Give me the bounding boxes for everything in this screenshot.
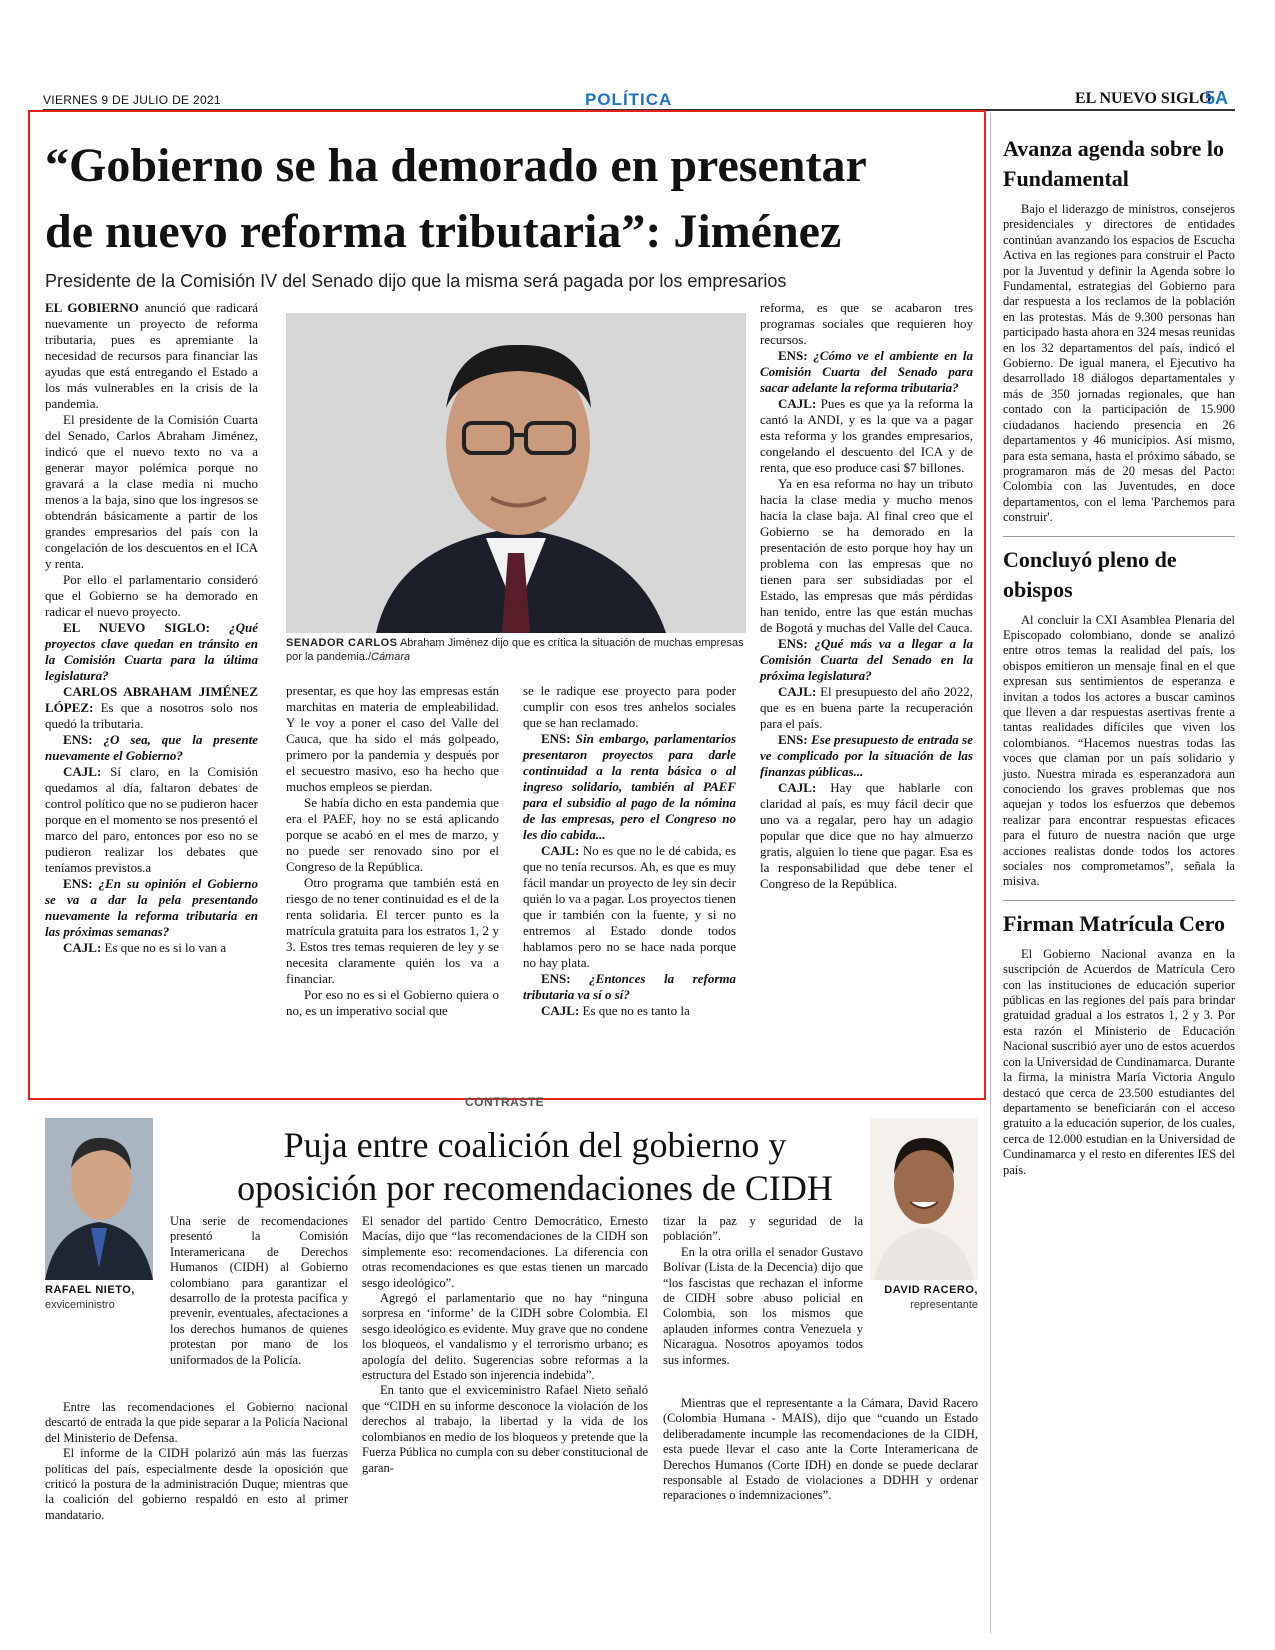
paragraph: El senador del partido Centro Democrático, Ernesto Macías, dijo que “las recomendaciones de la CIDH son simplemente eso: recomendaciones. La diferencia con otras recomendaciones es que estas tienen un marcado sesgo ideológico”. [362,1214,648,1290]
second-column-1b [45,1400,348,1523]
newspaper-name: EL NUEVO SIGLO [1075,90,1212,107]
speaker-label: CAJL: [63,940,102,955]
sidebar-brief-title: Concluyó pleno de obispos [1003,546,1177,602]
paragraph: se le radique ese proyecto para poder cumplir con esos tres anhelos sociales que se han reclamado. [523,683,736,730]
paragraph: Ya en esa reforma no hay un tributo hacia la clase media y mucho menos hacia la clase baja. Al final creo que el Gobierno se ha demorado en la presentación de esto porque hoy hay un problema con las empresas que no tienen para ser subsidiadas por el Estado, las empresas que más pérdidas han tenido, entre las que están muchas de Bogotá y muchas del Valle del Cauca. [760,476,973,635]
paragraph: Mientras que el representante a la Cámara, David Racero (Colombia Humana - MAIS), dijo que “cuando un Estado deliberadamente incumple las recomendaciones de la CIDH, esta puede llevar el caso ante la Corte Interamericana de Derechos Humanos (Corte IDH) en donde se puede declarar responsable al Estado de violaciones a DDHH y ordenar reparaciones o indemnizaciones”. [663,1396,978,1503]
sidebar-brief-text: Bajo el liderazgo de ministros, consejeros presidenciales y directores de entidades continúan avanzando los espacios de Escucha Activa en las regiones para construir el Pacto por la Juventud y definir la Agenda sobre lo Fundamental, estrategias del Gobierno para dar respuesta a los reclamos de la población en las protestas. Más de 9.300 personas han participado hasta ahora en 324 mesas reunidas en los 32 departamentos del país, indicó el Gobierno. De igual manera, el Ejecutivo ha desarrollado 18 diálogos departamentales y más de 350 jornadas regionales, que han contado con la participación de 15.900 ciudadanos haciendo presencia en 26 departamentos y 46 municipios. Así mismo, para esta semana, hasta el próximo sábado, se programaron más de 20 mesas del Pacto: Colombia con las Juventudes, en doce departamentos, con el lema 'Parchemos para construir'. [1003,202,1235,525]
brief-divider [1003,536,1235,537]
article-column-2 [286,683,499,1019]
speaker-label: ENS: [63,732,93,747]
senator-photo [286,313,746,633]
answer: Es que a nosotros solo nos quedó la tributaria. [45,700,258,731]
second-column-2 [362,1214,648,1476]
second-column-3b [663,1396,978,1504]
answer: Sí claro, en la Comisión quedamos al día, faltaron debates de control político que no se pudieron hacer porque en el momento se nos presentó el marco del paro, entonces por eso no se pudieron realizar los debates que teníamos previstos.a [45,764,258,875]
speaker-label: ENS: [778,732,808,747]
main-subhead: Presidente de la Comisión IV del Senado dijo que la misma será pagada por los empresarios [45,271,787,291]
sidebar [1003,134,1235,1178]
portrait-illustration [45,1118,153,1280]
answer: No es que no le dé cabida, es que no tenía recursos. Ah, es que es muy fácil mandar un proyecto de ley sin decir quién lo va a pagar. Los proyectos tienen que ir también con la fuente, y si no entremos al Estado donde todos hablamos pero no se hace nada porque no hay plata. [523,843,736,970]
left-person-name: RAFAEL NIETO, [45,1284,135,1296]
speaker-label: CAJL: [778,396,817,411]
speaker-label: CAJL: [541,1003,580,1018]
second-headline [170,1124,900,1210]
section-kicker: CONTRASTE [465,1095,545,1109]
rafael-nieto-photo [45,1118,153,1280]
paragraph: reforma, es que se acabaron tres programas sociales que requieren hoy recursos. [760,300,973,347]
second-column-3a [663,1214,863,1368]
main-headline-line-2: de nuevo reforma tributaria”: Jiménez [45,205,842,258]
photo-caption: SENADOR CARLOS Abraham Jiménez dijo que es crítica la situación de muchas empresas por la pandemia./Cámara [286,637,744,663]
brief-divider [1003,900,1235,901]
sidebar-brief-title: Avanza agenda sobre lo Fundamental [1003,136,1225,191]
paragraph: En tanto que el exviceministro Rafael Nieto señaló que “CIDH en su informe desconoce la violación de los derechos al trabajo, la libertad y la vida de los colombianos en medio de los bloqueos y pretende que la Fuerza Pública no cumpla con su deber constitucional de garan- [362,1383,648,1475]
sidebar-divider [990,113,991,1633]
question: ¿Cómo ve el ambiente en la Comisión Cuarta del Senado para sacar adelante la reforma tributaria? [760,348,973,395]
paragraph: Agregó el parlamentario que no hay “ninguna sorpresa en ‘informe’ de la CIDH sobre Colombia. El sesgo ideológico es evidente. Muy grave que no condene los bloqueos, el vandalismo y el terrorismo urbano; es apología del delito. Sugerencias sobre reformas a la estructura del Estado son injerencia indebida”. [362,1291,648,1383]
speaker-label: CAJL: [778,684,817,699]
paragraph: El presidente de la Comisión Cuarta del Senado, Carlos Abraham Jiménez, indicó que el nuevo texto no va a generar mayor polémica porque no gravará a la clase media ni mucho menos a la baja, sino que los ingresos se obtendrán básicamente a partir de los grandes empresarios del país con la congelación de los descuentos en el ICA y renta. [45,412,258,571]
right-person-role: representante [910,1299,978,1311]
paragraph: tizar la paz y seguridad de la población”. [663,1214,863,1244]
speaker-label: ENS: [541,731,571,746]
question: Sin embargo, parlamentarios presentaron proyectos para darle continuidad a la renta básica o al ingreso solidario, también al PAEF para el subsidio al pago de la nómina de las empresas, pero el Congreso no les dio cabida... [523,731,736,842]
right-person-name: DAVID RACERO, [884,1284,978,1296]
question: Ese presupuesto de entrada se ve complicado por la situación de las finanzas públicas... [760,732,973,779]
speaker-label: ENS: [778,348,808,363]
paragraph: El informe de la CIDH polarizó aún más las fuerzas políticas del país, especialmente desde la oposición que criticó la postura de la administración Duque; mientras que la coalición del gobierno respaldó en esto al primer mandatario. [45,1446,348,1522]
page-number: 5A [1205,88,1229,108]
second-headline-line-2: oposición por recomendaciones de CIDH [237,1168,833,1208]
article-column-1 [45,300,258,956]
question: ¿O sea, que la presente nuevamente el Gobierno? [45,732,258,763]
question: ¿En su opinión el Gobierno se va a dar la pela presentando nuevamente la reforma tributaria en las próximas semanas? [45,876,258,939]
paragraph: Una serie de recomendaciones presentó la Comisión Interamericana de Derechos Humanos (CIDH) al Gobierno colombiano para garantizar el desarrollo de la protesta pacífica y prevenir, eventuales, afectaciones a los derechos humanos de quienes protestan por mano de los uniformados de la Policía. [170,1214,348,1367]
speaker-label: CAJL: [778,780,817,795]
article-column-3 [523,683,736,1019]
second-column-1a [170,1214,348,1368]
paragraph: Por eso no es si el Gobierno quiera o no, es un imperativo social que [286,987,499,1018]
question: ¿Qué más va a llegar a la Comisión Cuarta del Senado en la próxima legislatura? [760,636,973,683]
question: ¿Qué proyectos clave quedan en tránsito en la Comisión Cuarta para la última legislatura? [45,620,258,683]
article-column-4 [760,300,973,892]
portrait-illustration [286,313,746,633]
section-name: POLÍTICA [585,90,673,109]
issue-date: VIERNES 9 DE JULIO DE 2021 [43,93,221,107]
second-headline-line-1: Puja entre coalición del gobierno y [283,1125,787,1165]
paragraph: Se había dicho en esta pandemia que era el PAEF, hoy no se está aplicando porque se acabó en el mes de marzo, y no puede ser renovado sino por el Congreso de la República. [286,795,499,874]
speaker-label: ENS: [541,971,571,986]
sidebar-brief-text: Al concluir la CXI Asamblea Plenaria del Episcopado colombiano, donde se analizó entre otros temas la realidad del país, los obispos emitieron un mensaje final en el que expresan sus sentimientos de esperanza e invitan a todos los actores a buscar caminos que lleven a dar respuestas asertivas frente a tantas realidades difíciles que viven los colombianos. “Hacemos nuestras todas las voces que claman por un país solidario y justo. Nuestra mirada es esperanzadora aun conociendo los graves problemas que nos aquejan y todos los esfuerzos que debemos realizar para encontrar respuestas eficaces para el futuro de nuestra nación que urge acciones realistas donde todos los actores sociales nos comprometamos”, señala la misiva. [1003,612,1235,889]
speaker-label: CAJL: [63,764,102,779]
paragraph: anunció que radicará nuevamente un proyecto de reforma tributaria, pues es apremiante la necesidad de recursos para financiar las ayudas que está entregando el Estado a los más vulnerables en la crisis de la pandemia. [45,300,259,411]
sidebar-brief-title: Firman Matrícula Cero [1003,910,1225,936]
answer: Es que no es tanto la [579,1003,690,1018]
paragraph: En la otra orilla el senador Gustavo Bolívar (Lista de la Decencia) dijo que “los fascistas que rechazan el informe de CIDH sobre abuso policial en Colombia, son los mismos que aplauden informes contra Venezuela y Nicaragua. Nosotros apoyamos todos sus informes. [663,1244,863,1367]
speaker-label: CARLOS ABRAHAM JIMÉNEZ LÓPEZ: [45,684,258,715]
main-headline [45,133,985,265]
paragraph: Entre las recomendaciones el Gobierno nacional descartó de entrada la que pide separar a la Policía Nacional del Ministerio de Defensa. [45,1400,348,1445]
sidebar-brief-text: El Gobierno Nacional avanza en la suscripción de Acuerdos de Matrícula Cero con las instituciones de educación superior públicas en las regiones del país para brindar gratuidad gradual a los estratos 1, 2 y 3. Por esta razón el Ministerio de Educación Nacional suscribió ayer uno de estos acuerdos con la Universidad de Cundinamarca. Durante la firma, la ministra María Victoria Angulo destacó que cerca de 23.500 estudiantes del departamento se beneficiarán con el acceso gratuito a la educación superior, de los cuales, cerca de 12.000 estudian en la Universidad de Cundinamarca y el resto en diferentes IES del país. [1003,946,1235,1177]
paragraph: presentar, es que hoy las empresas están marchitas en materia de empleabilidad. Y le voy a poner el caso del Valle del Cauca, que ha sido el más golpeado, primero por la pandemia y después por el secuestro masivo, eso ha hecho que muchos empleos se pierdan. [286,683,499,794]
david-racero-photo [870,1118,978,1280]
left-person-role: exviceministro [45,1299,115,1311]
answer: Hay que hablarle con claridad al país, es muy fácil decir que uno va a regalar, pero hay un adagio popular que dice que no hay almuerzo gratis, alguien lo tiene que pagar. Esa es la responsabilidad que debe tener el Congreso de la República. [760,780,973,891]
answer: Pues es que ya la reforma la cantó la ANDI, y es la que va a pagar esta reforma y los grandes empresarios, congelando el descuento del ICA y de renta, que eso produce casi $7 billones. [760,396,973,475]
main-headline-line-1: “Gobierno se ha demorado en presentar [45,139,867,192]
paragraph: Por ello el parlamentario consideró que el Gobierno se ha demorado en radicar el nuevo proyecto. [45,572,258,619]
speaker-label: ENS: [63,876,93,891]
photo-credit: Cámara [371,651,411,663]
question: ¿Entonces la reforma tributaria va sí o sí? [523,971,736,1002]
answer: Es que no es si lo van a [101,940,227,955]
speaker-label: ENS: [778,636,808,651]
answer: El presupuesto del año 2022, que es en buena parte la recuperación para el país. [760,684,973,731]
portrait-illustration [870,1118,978,1280]
lead-in: EL GOBIERNO [45,300,139,315]
paragraph: Otro programa que también está en riesgo de no tener continuidad es el de la renta solidaria. El tercer punto es la matrícula gratuita para los estratos 1, 2 y 3. Estos tres temas requieren de ley y se necesita claramente quién los va a financiar. [286,875,499,986]
speaker-label: EL NUEVO SIGLO: [63,620,211,635]
speaker-label: CAJL: [541,843,580,858]
